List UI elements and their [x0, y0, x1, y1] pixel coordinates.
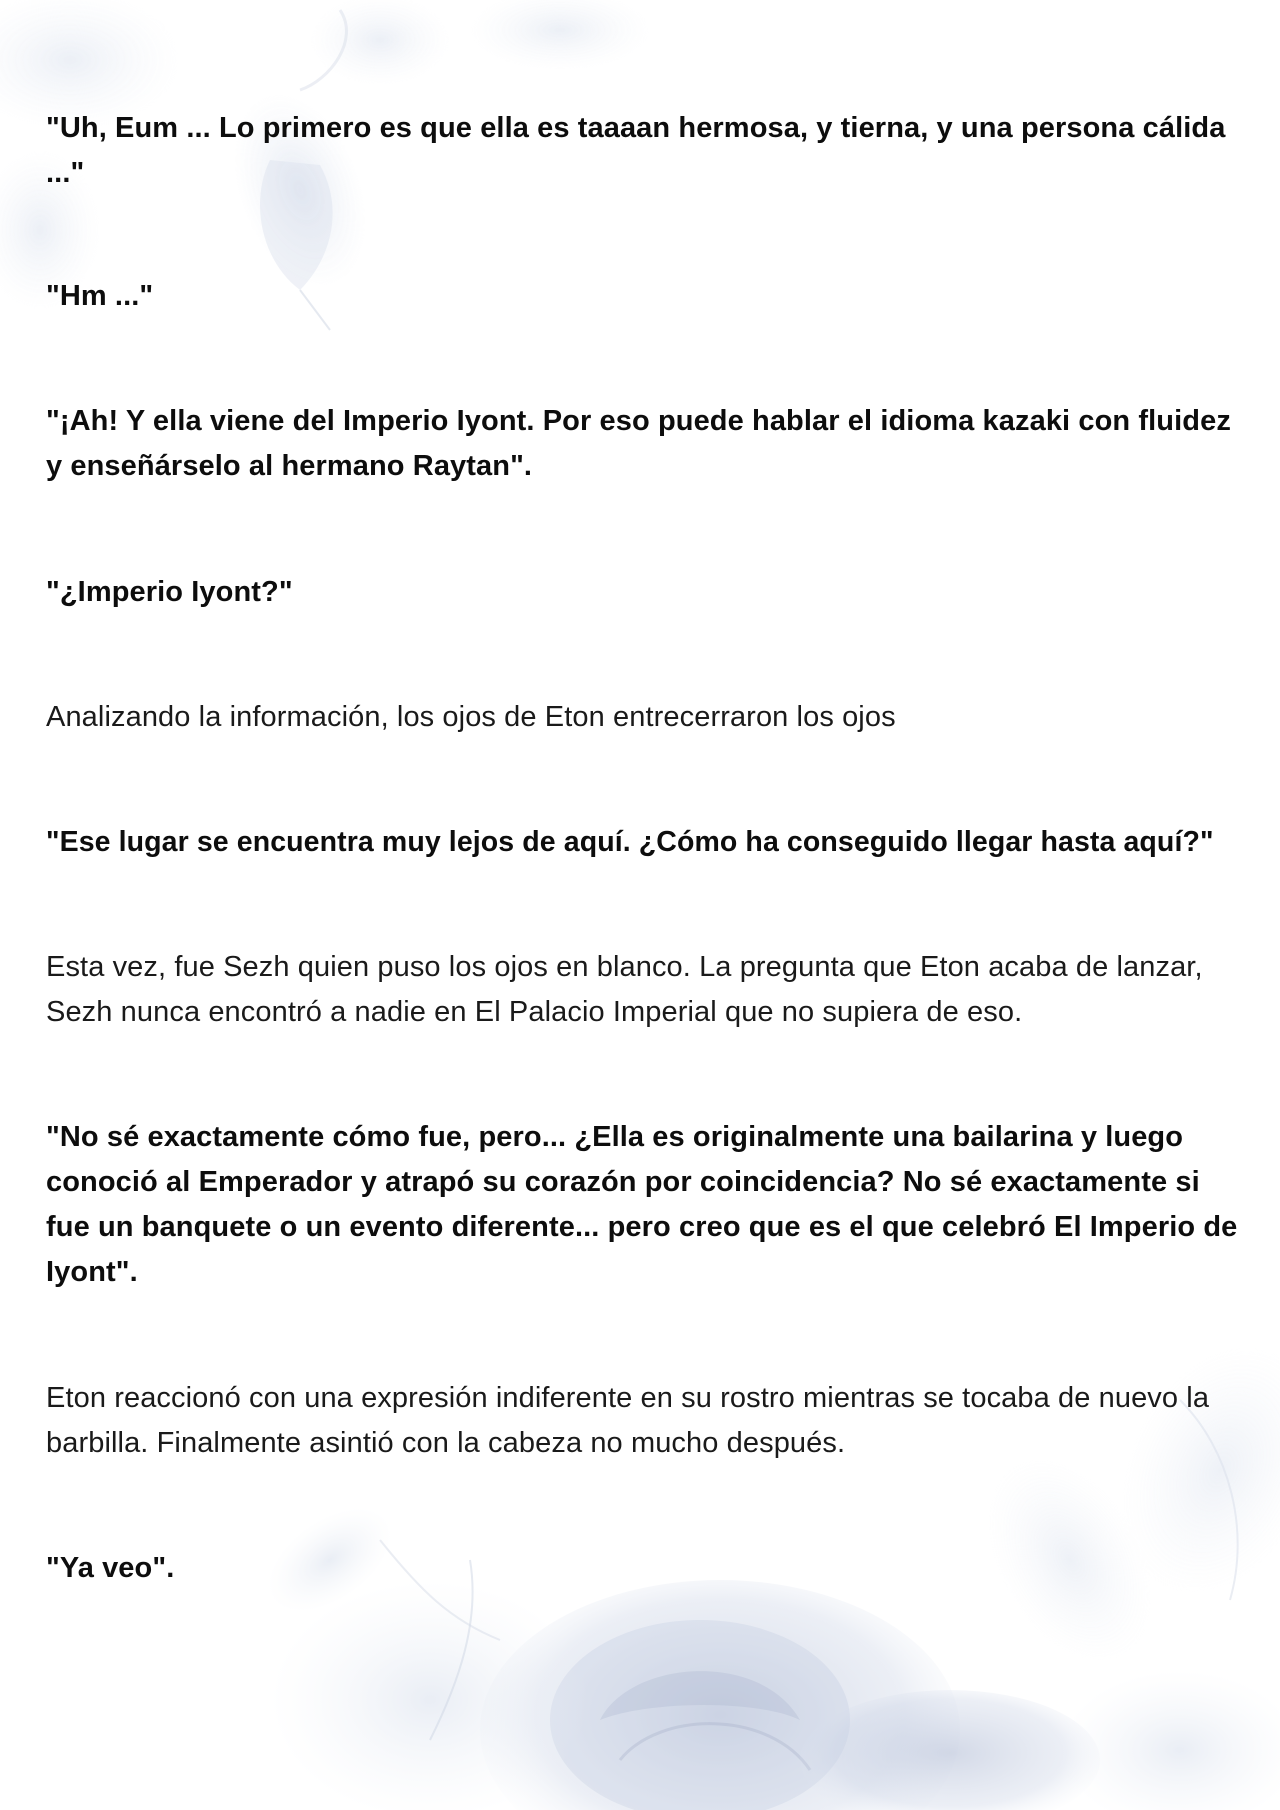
paragraph-10: "Ya veo".: [46, 1552, 175, 1584]
paragraph-4: "¿Imperio Iyont?": [46, 576, 293, 608]
paragraph-5: Analizando la información, los ojos de Eton entrecerraron los ojos: [46, 701, 896, 733]
paragraph-8: "No sé exactamente cómo fue, pero... ¿Ella es originalmente una bailarina y luego conoció al Emperador y atrapó su corazón por coincidencia? No sé exactamente si fue un banquete o un evento diferente... pero creo que es el que celebró El Imperio de Iyont".: [46, 1121, 1238, 1288]
paragraph-3: "¡Ah! Y ella viene del Imperio Iyont. Por eso puede hablar el idioma kazaki con fluidez y enseñárselo al hermano Raytan".: [46, 405, 1231, 482]
right-leaf-icon: [954, 1314, 1280, 1690]
paragraph-1: "Uh, Eum ... Lo primero es que ella es taaaan hermosa, y tierna, y una persona cálida ...": [46, 112, 1226, 189]
paragraph-7: Esta vez, fue Sezh quien puso los ojos en blanco. La pregunta que Eton acaba de lanzar, Sezh nunca encontró a nadie en El Palacio Imperial que no supiera de eso.: [46, 951, 1203, 1028]
paragraph-6: "Ese lugar se encuentra muy lejos de aquí. ¿Cómo ha conseguido llegar hasta aquí?": [46, 826, 1214, 858]
paragraph-9: Eton reaccionó con una expresión indiferente en su rostro mientras se tocaba de nuevo la barbilla. Finalmente asintió con la cabeza no mucho después.: [46, 1382, 1210, 1459]
paragraph-2: "Hm ...": [46, 280, 154, 312]
